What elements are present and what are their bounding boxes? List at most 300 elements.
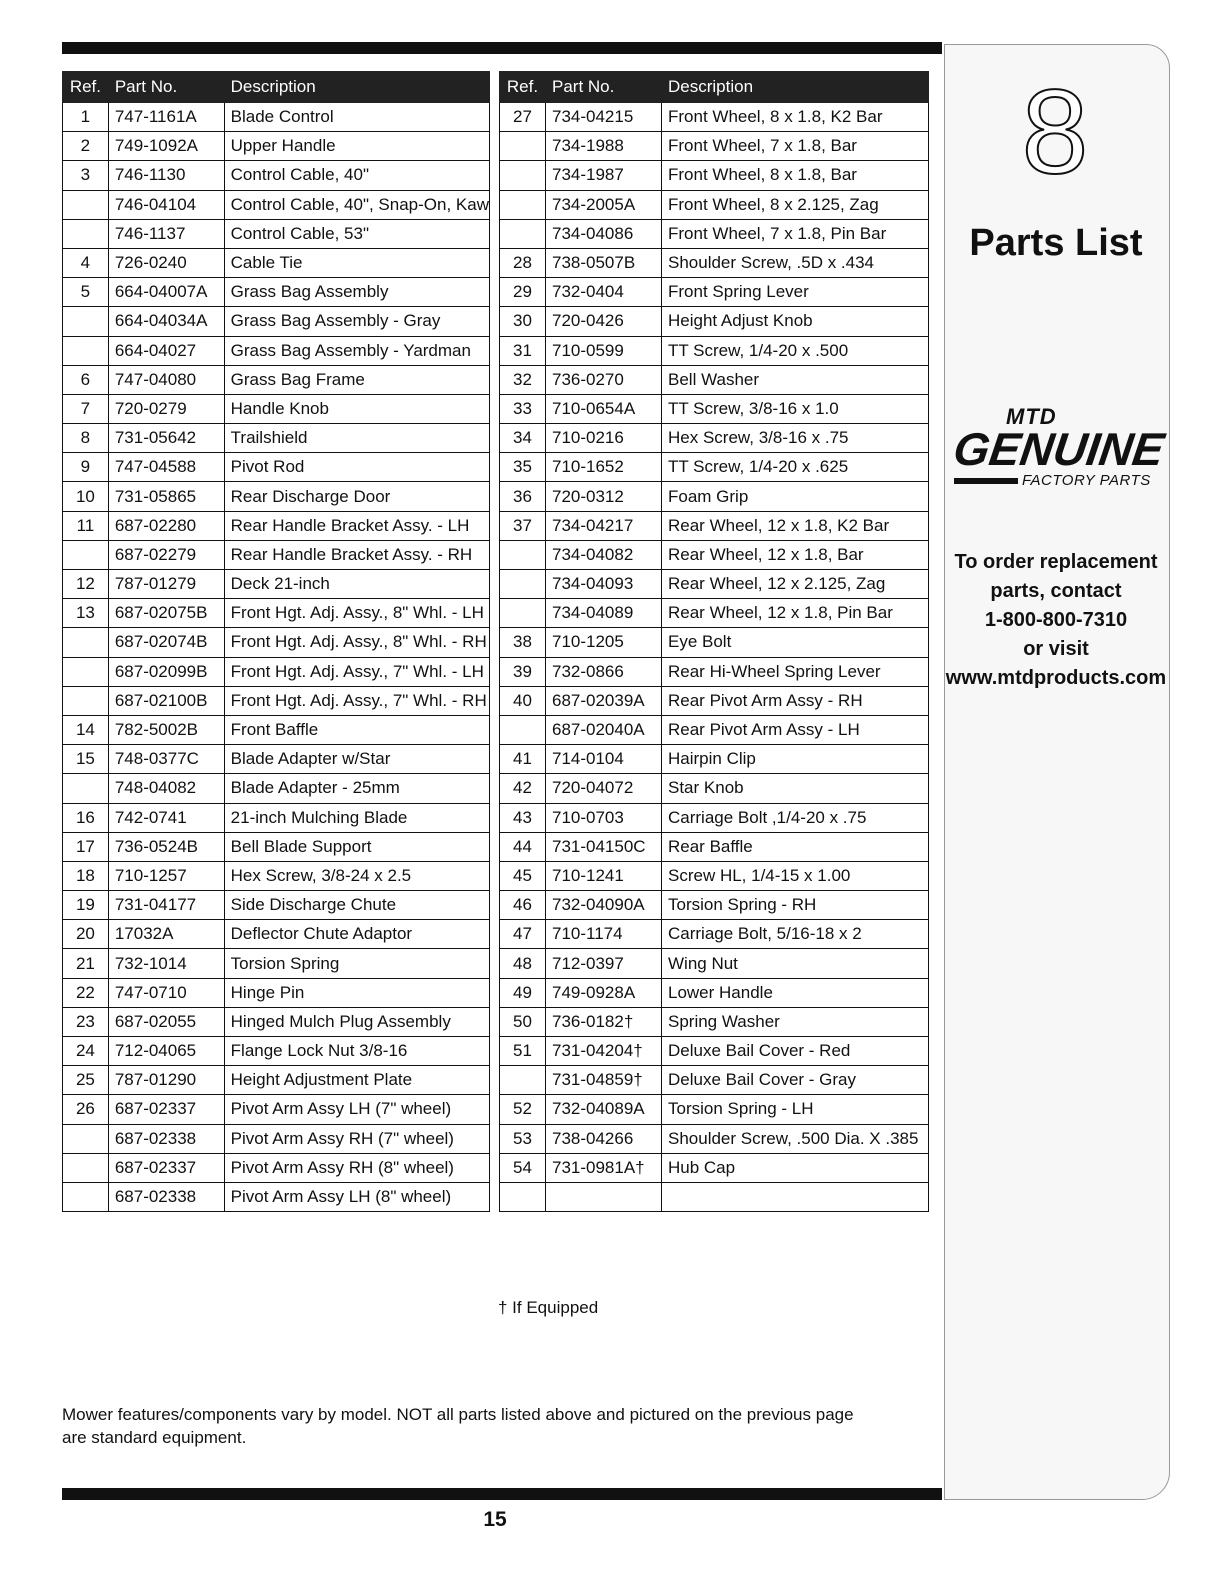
cell-description: Pivot Arm Assy RH (8" wheel) xyxy=(224,1153,489,1182)
cell-part-no: 749-1092A xyxy=(108,132,224,161)
table-row xyxy=(500,599,929,628)
cell-part-no: 747-04080 xyxy=(108,365,224,394)
table-row xyxy=(500,715,929,744)
cell-description: Deck 21-inch xyxy=(224,570,489,599)
header-part-no: Part No. xyxy=(546,72,662,103)
cell-description: Rear Discharge Door xyxy=(224,482,489,511)
cell-ref: 13 xyxy=(63,599,109,628)
cell-part-no: 732-0866 xyxy=(546,657,662,686)
cell-part-no: 736-0524B xyxy=(108,832,224,861)
cell-ref: 46 xyxy=(500,891,546,920)
cell-description: Pivot Arm Assy LH (8" wheel) xyxy=(224,1182,489,1211)
table-row xyxy=(500,1037,929,1066)
cell-part-no: 731-04150C xyxy=(546,832,662,861)
cell-description: Bell Washer xyxy=(662,365,929,394)
cell-ref: 3 xyxy=(63,161,109,190)
header-ref: Ref. xyxy=(63,72,109,103)
cell-ref: 32 xyxy=(500,365,546,394)
cell-ref: 30 xyxy=(500,307,546,336)
cell-ref: 15 xyxy=(63,745,109,774)
cell-description: Blade Control xyxy=(224,103,489,132)
table-row xyxy=(500,453,929,482)
cell-part-no: 720-0312 xyxy=(546,482,662,511)
cell-ref: 21 xyxy=(63,949,109,978)
table-row xyxy=(500,949,929,978)
cell-description: Hex Screw, 3/8-16 x .75 xyxy=(662,424,929,453)
cell-description: Star Knob xyxy=(662,774,929,803)
cell-part-no: 748-04082 xyxy=(108,774,224,803)
cell-ref: 16 xyxy=(63,803,109,832)
cell-description: Torsion Spring xyxy=(224,949,489,978)
cell-ref: 54 xyxy=(500,1153,546,1182)
mtd-genuine-logo xyxy=(950,400,1168,492)
cell-ref: 1 xyxy=(63,103,109,132)
table-row xyxy=(500,1007,929,1036)
cell-ref xyxy=(63,628,109,657)
cell-part-no: 734-04089 xyxy=(546,599,662,628)
cell-description: Front Hgt. Adj. Assy., 8" Whl. - RH xyxy=(224,628,489,657)
cell-ref: 45 xyxy=(500,861,546,890)
header-description: Description xyxy=(224,72,489,103)
cell-part-no: 738-04266 xyxy=(546,1124,662,1153)
table-row xyxy=(63,978,490,1007)
cell-ref: 29 xyxy=(500,278,546,307)
cell-part-no: 710-0599 xyxy=(546,336,662,365)
cell-ref xyxy=(500,599,546,628)
cell-part-no: 687-02074B xyxy=(108,628,224,657)
table-row xyxy=(500,1182,929,1211)
cell-part-no: 731-04177 xyxy=(108,891,224,920)
cell-ref: 49 xyxy=(500,978,546,1007)
cell-part-no: 712-04065 xyxy=(108,1037,224,1066)
cell-description: Deluxe Bail Cover - Red xyxy=(662,1037,929,1066)
table-row xyxy=(63,453,490,482)
cell-part-no: 734-04093 xyxy=(546,570,662,599)
cell-part-no: 747-0710 xyxy=(108,978,224,1007)
cell-ref: 41 xyxy=(500,745,546,774)
cell-part-no: 734-04086 xyxy=(546,219,662,248)
cell-part-no: 687-02039A xyxy=(546,686,662,715)
cell-part-no: 746-1130 xyxy=(108,161,224,190)
table-row xyxy=(63,219,490,248)
parts-table-left xyxy=(62,71,490,1212)
cell-part-no: 712-0397 xyxy=(546,949,662,978)
cell-description: Rear Hi-Wheel Spring Lever xyxy=(662,657,929,686)
cell-ref: 34 xyxy=(500,424,546,453)
cell-part-no: 734-1987 xyxy=(546,161,662,190)
cell-part-no: 664-04027 xyxy=(108,336,224,365)
table-row xyxy=(63,103,490,132)
table-row xyxy=(63,657,490,686)
parts-table-right xyxy=(499,71,929,1212)
cell-ref: 35 xyxy=(500,453,546,482)
table-row xyxy=(500,1095,929,1124)
cell-part-no: 734-1988 xyxy=(546,132,662,161)
cell-part-no: 710-1241 xyxy=(546,861,662,890)
cell-part-no: 710-1652 xyxy=(546,453,662,482)
cell-part-no: 787-01279 xyxy=(108,570,224,599)
cell-ref: 44 xyxy=(500,832,546,861)
table-row xyxy=(500,1066,929,1095)
cell-description: Rear Pivot Arm Assy - RH xyxy=(662,686,929,715)
cell-description: Front Wheel, 8 x 1.8, K2 Bar xyxy=(662,103,929,132)
cell-description: Foam Grip xyxy=(662,482,929,511)
header-ref: Ref. xyxy=(500,72,546,103)
cell-ref: 10 xyxy=(63,482,109,511)
order-phone: 1-800-800-7310 xyxy=(984,609,1128,631)
cell-part-no: 734-04215 xyxy=(546,103,662,132)
cell-description: Deluxe Bail Cover - Gray xyxy=(662,1066,929,1095)
cell-description: Lower Handle xyxy=(662,978,929,1007)
cell-description: Front Baffle xyxy=(224,715,489,744)
table-row xyxy=(500,920,929,949)
table-row xyxy=(63,307,490,336)
standard-equipment-note: Mower features/components vary by model. NOT all parts listed above and pictured on the previous page are standard equipment. xyxy=(62,1405,854,1447)
cell-part-no: 734-04217 xyxy=(546,511,662,540)
cell-ref: 52 xyxy=(500,1095,546,1124)
cell-ref: 26 xyxy=(63,1095,109,1124)
cell-description: Pivot Arm Assy LH (7" wheel) xyxy=(224,1095,489,1124)
cell-description: TT Screw, 1/4-20 x .500 xyxy=(662,336,929,365)
page-number: 15 xyxy=(483,1508,507,1531)
cell-ref: 17 xyxy=(63,832,109,861)
cell-ref xyxy=(500,132,546,161)
cell-part-no: 732-1014 xyxy=(108,949,224,978)
table-row xyxy=(500,103,929,132)
cell-part-no: 736-0270 xyxy=(546,365,662,394)
cell-ref: 36 xyxy=(500,482,546,511)
table-row xyxy=(63,1124,490,1153)
table-row xyxy=(63,686,490,715)
cell-part-no: 687-02279 xyxy=(108,540,224,569)
cell-description: Carriage Bolt ,1/4-20 x .75 xyxy=(662,803,929,832)
cell-part-no: 664-04034A xyxy=(108,307,224,336)
cell-description: Front Spring Lever xyxy=(662,278,929,307)
table-row xyxy=(500,336,929,365)
order-line: To order replacement xyxy=(954,551,1158,573)
cell-description: Blade Adapter - 25mm xyxy=(224,774,489,803)
cell-part-no: 687-02055 xyxy=(108,1007,224,1036)
cell-description: Rear Wheel, 12 x 2.125, Zag xyxy=(662,570,929,599)
cell-description: Front Hgt. Adj. Assy., 7" Whl. - LH xyxy=(224,657,489,686)
cell-ref: 43 xyxy=(500,803,546,832)
cell-description: Grass Bag Assembly xyxy=(224,278,489,307)
cell-description: Rear Baffle xyxy=(662,832,929,861)
cell-ref: 23 xyxy=(63,1007,109,1036)
table-row xyxy=(63,745,490,774)
cell-description: Rear Handle Bracket Assy. - LH xyxy=(224,511,489,540)
cell-ref xyxy=(500,1182,546,1211)
table-row xyxy=(500,394,929,423)
cell-part-no: 746-04104 xyxy=(108,190,224,219)
cell-part-no: 734-2005A xyxy=(546,190,662,219)
cell-part-no: 747-04588 xyxy=(108,453,224,482)
cell-ref: 47 xyxy=(500,920,546,949)
cell-part-no: 748-0377C xyxy=(108,745,224,774)
cell-ref xyxy=(63,336,109,365)
cell-part-no: 742-0741 xyxy=(108,803,224,832)
table-row xyxy=(500,1124,929,1153)
cell-part-no: 687-02075B xyxy=(108,599,224,628)
table-row xyxy=(63,424,490,453)
table-row xyxy=(500,861,929,890)
cell-ref: 9 xyxy=(63,453,109,482)
cell-ref: 20 xyxy=(63,920,109,949)
table-row xyxy=(63,599,490,628)
table-row xyxy=(63,715,490,744)
table-row xyxy=(500,540,929,569)
cell-part-no xyxy=(546,1182,662,1211)
table-row xyxy=(63,861,490,890)
table-row xyxy=(63,949,490,978)
cell-description: Pivot Arm Assy RH (7" wheel) xyxy=(224,1124,489,1153)
cell-ref xyxy=(63,1124,109,1153)
cell-ref xyxy=(500,1066,546,1095)
cell-description: Torsion Spring - LH xyxy=(662,1095,929,1124)
cell-description: Cable Tie xyxy=(224,248,489,277)
table-row xyxy=(500,190,929,219)
logo-factory-text: FACTORY PARTS xyxy=(1022,472,1151,489)
cell-ref xyxy=(500,190,546,219)
cell-description: 21-inch Mulching Blade xyxy=(224,803,489,832)
table-row xyxy=(500,278,929,307)
cell-part-no: 720-04072 xyxy=(546,774,662,803)
header-part-no: Part No. xyxy=(108,72,224,103)
table-row xyxy=(63,132,490,161)
cell-ref: 22 xyxy=(63,978,109,1007)
cell-description: Hex Screw, 3/8-24 x 2.5 xyxy=(224,861,489,890)
cell-description: Trailshield xyxy=(224,424,489,453)
cell-part-no: 17032A xyxy=(108,920,224,949)
cell-ref: 6 xyxy=(63,365,109,394)
table-row xyxy=(500,570,929,599)
cell-description: Flange Lock Nut 3/8-16 xyxy=(224,1037,489,1066)
table-row xyxy=(63,1037,490,1066)
cell-part-no: 710-0216 xyxy=(546,424,662,453)
table-row xyxy=(63,1182,490,1211)
logo-mtd-text: MTD xyxy=(1006,404,1057,429)
table-row xyxy=(63,832,490,861)
cell-description: Grass Bag Assembly - Gray xyxy=(224,307,489,336)
cell-ref: 31 xyxy=(500,336,546,365)
cell-ref: 53 xyxy=(500,1124,546,1153)
cell-description: Front Hgt. Adj. Assy., 7" Whl. - RH xyxy=(224,686,489,715)
table-row xyxy=(63,1007,490,1036)
cell-ref xyxy=(500,219,546,248)
cell-description: Hub Cap xyxy=(662,1153,929,1182)
order-website[interactable]: www.mtdproducts.com xyxy=(945,667,1167,689)
table-row xyxy=(500,424,929,453)
cell-part-no: 687-02338 xyxy=(108,1124,224,1153)
table-row xyxy=(63,540,490,569)
cell-ref: 7 xyxy=(63,394,109,423)
cell-description: Hinge Pin xyxy=(224,978,489,1007)
order-info xyxy=(944,548,1168,693)
cell-ref xyxy=(63,1182,109,1211)
cell-description: Deflector Chute Adaptor xyxy=(224,920,489,949)
table-row xyxy=(63,628,490,657)
order-line: or visit xyxy=(1023,638,1089,660)
cell-ref xyxy=(63,540,109,569)
cell-description: Wing Nut xyxy=(662,949,929,978)
cell-description: TT Screw, 3/8-16 x 1.0 xyxy=(662,394,929,423)
table-row xyxy=(500,307,929,336)
cell-part-no: 732-0404 xyxy=(546,278,662,307)
cell-part-no: 731-04859† xyxy=(546,1066,662,1095)
order-line: parts, contact xyxy=(990,580,1122,602)
cell-ref: 48 xyxy=(500,949,546,978)
cell-description: Upper Handle xyxy=(224,132,489,161)
table-row xyxy=(63,920,490,949)
table-row xyxy=(500,832,929,861)
cell-part-no: 714-0104 xyxy=(546,745,662,774)
table-row xyxy=(500,248,929,277)
cell-part-no: 747-1161A xyxy=(108,103,224,132)
cell-description: Hairpin Clip xyxy=(662,745,929,774)
cell-ref xyxy=(63,307,109,336)
cell-part-no: 746-1137 xyxy=(108,219,224,248)
footnote: † If Equipped xyxy=(498,1298,599,1317)
table-row xyxy=(63,365,490,394)
cell-ref: 5 xyxy=(63,278,109,307)
table-row xyxy=(63,1095,490,1124)
cell-ref: 40 xyxy=(500,686,546,715)
table-row xyxy=(500,1153,929,1182)
cell-part-no: 710-1174 xyxy=(546,920,662,949)
cell-description: Carriage Bolt, 5/16-18 x 2 xyxy=(662,920,929,949)
table-row xyxy=(500,745,929,774)
cell-description: Torsion Spring - RH xyxy=(662,891,929,920)
cell-description: Shoulder Screw, .5D x .434 xyxy=(662,248,929,277)
cell-ref: 19 xyxy=(63,891,109,920)
table-row xyxy=(500,132,929,161)
cell-part-no: 710-1257 xyxy=(108,861,224,890)
cell-ref: 38 xyxy=(500,628,546,657)
table-row xyxy=(500,365,929,394)
table-row xyxy=(63,336,490,365)
cell-part-no: 732-04089A xyxy=(546,1095,662,1124)
cell-description: Rear Wheel, 12 x 1.8, K2 Bar xyxy=(662,511,929,540)
table-row xyxy=(63,803,490,832)
table-row xyxy=(63,1066,490,1095)
cell-part-no: 687-02100B xyxy=(108,686,224,715)
cell-description: Side Discharge Chute xyxy=(224,891,489,920)
cell-description: Rear Handle Bracket Assy. - RH xyxy=(224,540,489,569)
cell-ref: 8 xyxy=(63,424,109,453)
cell-ref xyxy=(500,570,546,599)
cell-description: Hinged Mulch Plug Assembly xyxy=(224,1007,489,1036)
cell-ref xyxy=(500,161,546,190)
table-row xyxy=(63,891,490,920)
cell-ref xyxy=(500,540,546,569)
cell-description: Height Adjust Knob xyxy=(662,307,929,336)
cell-ref: 50 xyxy=(500,1007,546,1036)
section-number: 8 xyxy=(1021,65,1089,199)
cell-description: Rear Pivot Arm Assy - LH xyxy=(662,715,929,744)
cell-ref xyxy=(63,686,109,715)
cell-description: Grass Bag Frame xyxy=(224,365,489,394)
cell-description: Spring Washer xyxy=(662,1007,929,1036)
cell-ref: 18 xyxy=(63,861,109,890)
cell-ref: 12 xyxy=(63,570,109,599)
cell-ref: 33 xyxy=(500,394,546,423)
cell-ref: 27 xyxy=(500,103,546,132)
cell-part-no: 731-0981A† xyxy=(546,1153,662,1182)
cell-ref xyxy=(63,1153,109,1182)
cell-description: Front Wheel, 8 x 2.125, Zag xyxy=(662,190,929,219)
cell-ref xyxy=(63,190,109,219)
logo-genuine-text: GENUINE xyxy=(950,423,1168,475)
table-row xyxy=(500,482,929,511)
cell-description: Front Wheel, 7 x 1.8, Pin Bar xyxy=(662,219,929,248)
cell-part-no: 720-0279 xyxy=(108,394,224,423)
cell-part-no: 787-01290 xyxy=(108,1066,224,1095)
cell-part-no: 736-0182† xyxy=(546,1007,662,1036)
cell-part-no: 687-02280 xyxy=(108,511,224,540)
cell-part-no: 731-04204† xyxy=(546,1037,662,1066)
cell-ref: 42 xyxy=(500,774,546,803)
cell-part-no: 687-02337 xyxy=(108,1095,224,1124)
cell-part-no: 687-02040A xyxy=(546,715,662,744)
table-row xyxy=(500,891,929,920)
table-row xyxy=(63,190,490,219)
cell-ref xyxy=(500,715,546,744)
cell-part-no: 731-05865 xyxy=(108,482,224,511)
cell-part-no: 782-5002B xyxy=(108,715,224,744)
table-row xyxy=(63,511,490,540)
table-row xyxy=(63,570,490,599)
cell-description: Rear Wheel, 12 x 1.8, Bar xyxy=(662,540,929,569)
cell-part-no: 687-02338 xyxy=(108,1182,224,1211)
cell-part-no: 664-04007A xyxy=(108,278,224,307)
cell-description: Control Cable, 40", Snap-On, Kaw xyxy=(224,190,489,219)
cell-description: Rear Wheel, 12 x 1.8, Pin Bar xyxy=(662,599,929,628)
table-row xyxy=(63,278,490,307)
logo-bar xyxy=(954,478,1018,484)
cell-part-no: 687-02337 xyxy=(108,1153,224,1182)
table-row xyxy=(63,394,490,423)
cell-ref: 14 xyxy=(63,715,109,744)
table-row xyxy=(63,482,490,511)
cell-part-no: 710-0703 xyxy=(546,803,662,832)
cell-part-no: 720-0426 xyxy=(546,307,662,336)
cell-ref: 24 xyxy=(63,1037,109,1066)
cell-part-no: 710-0654A xyxy=(546,394,662,423)
table-row xyxy=(63,774,490,803)
cell-part-no: 738-0507B xyxy=(546,248,662,277)
table-row xyxy=(500,774,929,803)
cell-ref: 39 xyxy=(500,657,546,686)
table-row xyxy=(63,1153,490,1182)
table-row xyxy=(500,803,929,832)
cell-ref: 51 xyxy=(500,1037,546,1066)
table-row xyxy=(500,219,929,248)
cell-part-no: 749-0928A xyxy=(546,978,662,1007)
cell-part-no: 732-04090A xyxy=(546,891,662,920)
cell-description: Control Cable, 40" xyxy=(224,161,489,190)
cell-part-no: 687-02099B xyxy=(108,657,224,686)
cell-description: Control Cable, 53" xyxy=(224,219,489,248)
cell-description: Height Adjustment Plate xyxy=(224,1066,489,1095)
cell-ref: 2 xyxy=(63,132,109,161)
cell-description: Bell Blade Support xyxy=(224,832,489,861)
cell-ref: 25 xyxy=(63,1066,109,1095)
cell-ref xyxy=(63,657,109,686)
bottom-rule xyxy=(62,1488,942,1500)
table-row xyxy=(500,161,929,190)
section-title: Parts List xyxy=(969,222,1143,264)
cell-description: Handle Knob xyxy=(224,394,489,423)
